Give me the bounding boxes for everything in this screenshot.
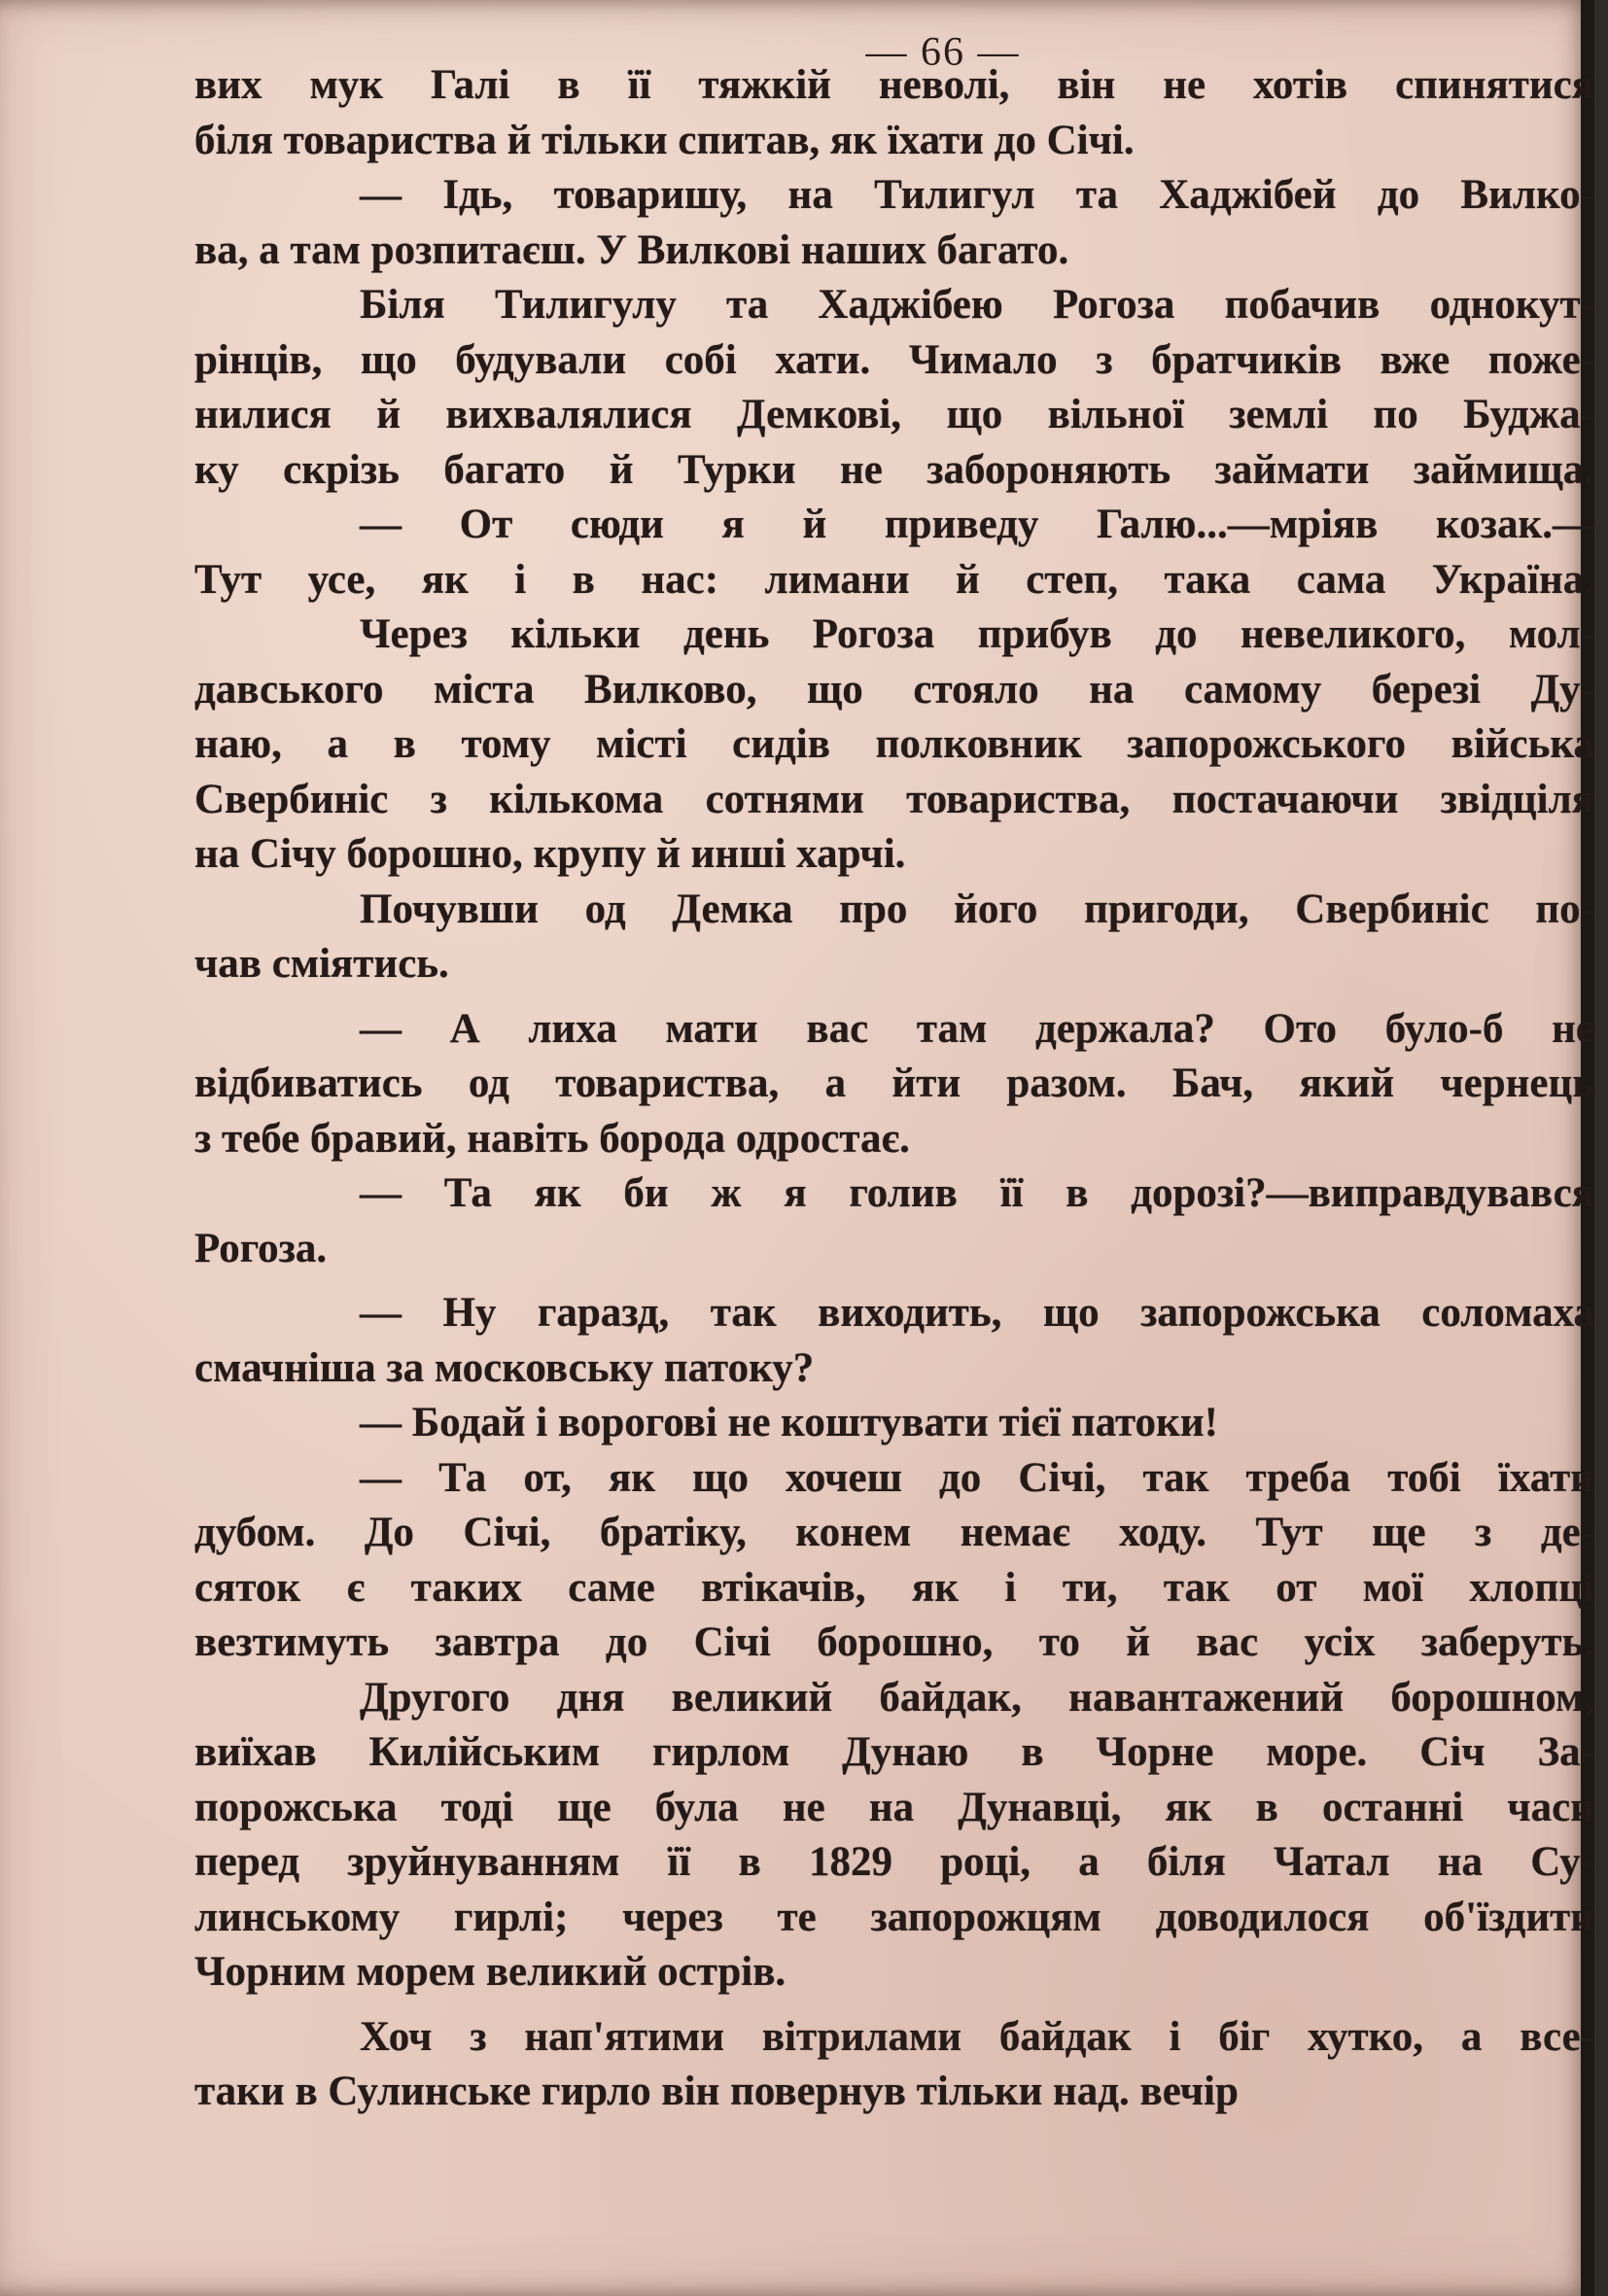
- text-line: вих мук Галі в її тяжкій неволі, він не хотів спинятися: [194, 62, 1594, 108]
- text-line: відбиватись од товариства, а йти разом. Бач, який чернець: [194, 1061, 1594, 1106]
- text-line: — А лиха мати вас там держала? Ото було-б не: [360, 1005, 1594, 1052]
- text-line: на Січу борошно, крупу й инші харчі.: [194, 831, 906, 877]
- text-line: таки в Сулинське гирло він повернув тільки над. вечір: [194, 2069, 1239, 2114]
- text-line: Біля Тилигулу та Хаджібею Рогоза побачив однокут-: [360, 282, 1594, 328]
- page-number: — 66 —: [865, 30, 1021, 75]
- text-line: Другого дня великий байдак, навантажений борошном,: [360, 1674, 1594, 1721]
- text-line: виїхав Килійським гирлом Дунаю в Чорне море. Січ За-: [194, 1729, 1594, 1775]
- text-line: нилися й вихвалялися Демкові, що вільної землі по Буджа-: [194, 392, 1594, 437]
- text-line: давського міста Вилково, що стояло на самому березі Ду-: [194, 666, 1594, 713]
- text-line: чав сміятись.: [194, 941, 449, 987]
- paragraph-gap: [194, 2000, 1594, 2010]
- text-line: смачніша за московську патоку?: [194, 1344, 815, 1391]
- text-line: дубом. До Січі, братіку, конем немає ходу. Тут ще з де-: [194, 1510, 1594, 1555]
- text-line: біля товариства й тільки спитав, як їхати до Січі.: [194, 117, 1135, 163]
- text-line: — Ну гаразд, так виходить, що запорожська соломаха: [360, 1290, 1594, 1336]
- text-line: перед зруйнуванням її в 1829 році, а біля Чатал на Су-: [194, 1839, 1594, 1885]
- text-line: наю, а в тому місті сидів полковник запорожського війська: [194, 721, 1594, 767]
- text-line: ку скрізь багато й Турки не забороняють займати займища.: [194, 446, 1594, 493]
- text-line: — Ідь, товаришу, на Тилигул та Хаджібей до Вилко-: [360, 172, 1594, 218]
- text-line: Почувши од Демка про його пригоди, Свербиніс по-: [360, 886, 1594, 932]
- text-line: сяток є таких саме втікачів, як і ти, так от мої хлопці: [194, 1564, 1594, 1611]
- text-line: Чорним морем великий острів.: [194, 1949, 787, 1995]
- text-line: рінців, що будували собі хати. Чимало з братчиків вже поже-: [194, 336, 1594, 383]
- text-line: Через кільки день Рогоза прибув до невеликого, мол-: [360, 611, 1594, 657]
- text-line: — От сюди я й приведу Галю...—мріяв козак.—: [360, 502, 1594, 547]
- text-line: Хоч з нап'ятими вітрилами байдак і біг хутко, а все-: [360, 2013, 1594, 2060]
- page-body-text: [194, 58, 1594, 2120]
- text-line: линському гирлі; через те запорожцям доводилося об'їздити: [194, 1894, 1594, 1940]
- text-line: — Та як би ж я голив її в дорозі?—виправдувався: [360, 1170, 1594, 1216]
- text-line: — Та от, як що хочеш до Січі, так треба тобі їхати: [360, 1454, 1594, 1501]
- text-line: з тебе бравий, навіть борода одростає.: [194, 1115, 910, 1162]
- text-line: Тут усе, як і в нас: лимани й степ, така сама Україна.: [194, 556, 1594, 603]
- text-line: — Бодай і ворогові не коштувати тієї патоки!: [360, 1400, 1218, 1445]
- text-line: везтимуть завтра до Січі борошно, то й вас усіх заберуть.: [194, 1619, 1594, 1665]
- paragraph-gap: [194, 1276, 1594, 1286]
- text-line: порожська тоді ще була не на Дунавці, як в останні часи: [194, 1784, 1594, 1830]
- text-line: ва, а там розпитаєш. У Вилкові наших багато.: [194, 226, 1069, 273]
- text-line: Рогоза.: [194, 1225, 328, 1271]
- text-line: Свербиніс з кількома сотнями товариства, постачаючи звідціля: [194, 776, 1594, 822]
- paragraph-gap: [194, 992, 1594, 1002]
